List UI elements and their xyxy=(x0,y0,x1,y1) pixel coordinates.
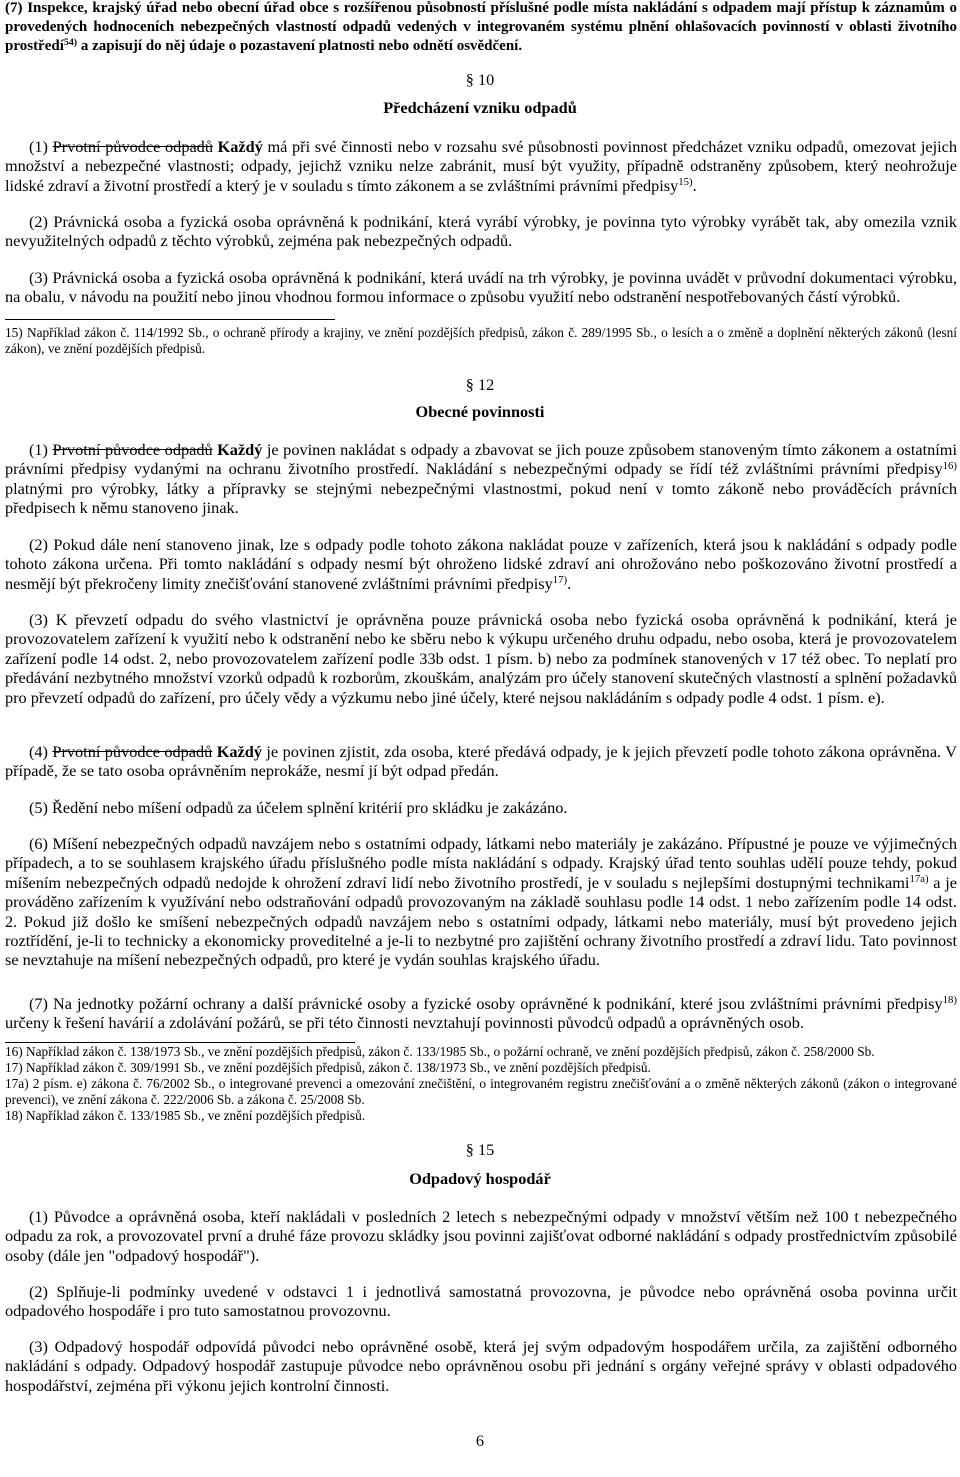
footnote-separator xyxy=(5,319,335,320)
paragraph-12-1 xyxy=(5,440,957,518)
paragraph-12-3: (3) K převzetí odpadu do svého vlastnictví je oprávněna pouze právnická osoba nebo fyzická osoba oprávněná k podnikání, která je provozovatelem zařízení k využití nebo k odstranění nebo ke sběru nebo k výkupu určeného druhu odpadu, nebo osoba, která je provozovatelem zařízení podle 14 odst. 2, nebo provozovatelem zařízení podle 33b odst. 1 písm. b) nebo za podmínek stanovených v 17 též obec. To neplatí pro předávání nezbytného množství vzorků odpadů k rozborům, zkouškám, analýzám pro účely stanovení skutečných vlastností a splnění požadavků pro převzetí odpadů do zařízení, pro účely vědy a výzkumu nebo jiné účely, které nejsou nakládáním s odpady podle 4 odst. 1 písm. e). xyxy=(5,610,957,707)
struck-text: Prvotní původce odpadů xyxy=(52,137,213,156)
section-12-number: § 12 xyxy=(465,375,495,394)
paragraph-text: (7) Inspekce, krajský úřad nebo obecní úřad obce s rozšířenou působností příslušné podle místa nakládání s odpadem mají přístup k záznamům o provedených hodnoceních nebezpečných vlastností odpadů vedených v integrovaném systému plnění ohlašovacích povinností v oblasti životního prostředí xyxy=(5,0,957,54)
section-12-title: Obecné povinnosti xyxy=(415,402,545,421)
paragraph-text: . xyxy=(567,573,572,593)
paragraph-10-2: (2) Právnická osoba a fyzická osoba oprávněná k podnikání, která vyrábí výrobky, je povinna tyto výrobky vyrábět tak, aby omezila vznik nevyužitelných odpadů z těchto výrobků, zejména pak nebezpečných odpadů. xyxy=(5,212,957,251)
paragraph-text: (2) Pokud dále není stanoveno jinak, lze s odpady podle tohoto zákona nakládat pouze v zařízeních, která jsou k nakládání s odpady podle tohoto zákona určena. Při tomto nakládání s odpady nesmí být ohroženo lidské zdraví ani ohrožováno nebo poškozováno životní prostředí a nesmějí být překročeny limity znečišťování stanovené zvláštními právními předpisy xyxy=(5,535,957,593)
paragraph-text: . xyxy=(692,175,697,195)
paragraph-12-7 xyxy=(5,994,957,1033)
paragraph-text: a zapisují do něj údaje o pozastavení platnosti nebo odnětí osvědčení. xyxy=(77,38,523,54)
paragraph-15-1: (1) Původce a oprávněná osoba, kteří nakládali v posledních 2 letech s nebezpečnými odpady v množství větším než 100 t nebezpečného odpadu za rok, a provozovatel první a druhé fáze provozu skládky jsou povinni zajišťovat odborné nakládání s odpady prostřednictvím způsobilé osoby (dále jen "odpadový hospodář"). xyxy=(5,1207,957,1265)
paragraph-text: a je prováděno zařízením k využívání nebo odstraňování odpadů provozovaným na základě souhlasu podle 14 odst. 1 nebo zařízením podle 14 odst. 2. Pokud již došlo ke smíšení nebezpečných odpadů navzájem nebo s ostatními odpady, látkami nebo materiály, musí být provedeno jejich roztřídění, je-li to technicky a ekonomicky proveditelné a je-li to nezbytné pro zajištění ochrany životního prostředí a zdraví lidu. Tato povinnost se nevztahuje na míšení nebezpečných odpadů, pro které je vydán souhlas krajského úřadu. xyxy=(5,872,957,970)
section-15-title: Odpadový hospodář xyxy=(409,1169,551,1188)
paragraph-text: má při své činnosti nebo v rozsahu své působnosti povinnost předcházet vzniku odpadů, omezovat jejich množství a nebezpečné vlastnosti; odpady, jejichž vzniku nelze zabránit, musí být využity, případně odstraněny způsobem, který neohrožuje lidské zdraví a životní prostředí a který je v souladu s tímto zákonem a se zvláštními právními předpisy xyxy=(5,137,957,195)
bold-text: Každý xyxy=(217,137,263,156)
struck-text: Prvotní původce odpadů xyxy=(52,440,213,459)
paragraph-12-2 xyxy=(5,535,957,593)
paragraph-10-1 xyxy=(5,137,957,195)
paragraph-number: (4) xyxy=(29,742,53,761)
footnote-ref: 18) xyxy=(942,994,957,1007)
footnote-ref: 17) xyxy=(552,573,568,586)
paragraph-12-5: (5) Ředění nebo míšení odpadů za účelem splnění kritérií pro skládku je zakázáno. xyxy=(29,798,568,817)
paragraph-text: je povinen nakládat s odpady a zbavovat se jich pouze způsobem stanoveným tímto zákonem a ostatními právními předpisy vydanými na ochranu životního prostředí. Nakládání s nebezpečnými odpady se řídí též zvláštními právními předpisy xyxy=(5,440,957,479)
paragraph-text: platnými pro výrobky, látky a přípravky se stejnými nebezpečnými vlastnostmi, pokud není v tomto zákoně nebo prováděcích právních předpisech k němu stanoveno jinak. xyxy=(5,478,957,518)
page-number: 6 xyxy=(475,1431,485,1450)
paragraph-10-3: (3) Právnická osoba a fyzická osoba oprávněná k podnikání, která uvádí na trh výrobky, je povinna uvádět v průvodní dokumentaci výrobku, na obalu, v návodu na použití nebo jinou vhodnou formou informace o způsobu využití nebo odstranění nespotřebovaných částí výrobků. xyxy=(5,268,957,307)
paragraph-text: určeny k řešení havárií a zdolávání požárů, se při této činnosti nevztahují povinnosti původců odpadů a oprávněných osob. xyxy=(5,1013,804,1033)
footnote-ref: 16) xyxy=(942,459,957,472)
footnote-17: 17) Například zákon č. 309/1991 Sb., ve znění pozdějších předpisů, zákon č. 138/1973 Sb., ve znění pozdějších předpisů. xyxy=(5,1060,651,1075)
paragraph-text: je povinen zjistit, zda osoba, které předává odpady, je k jejich převzetí podle tohoto zákona oprávněna. V případě, že se tato osoba oprávněním neprokáže, nesmí jí být odpad předán. xyxy=(5,742,958,781)
struck-text: Prvotní původce odpadů xyxy=(52,742,213,761)
section-15-number: § 15 xyxy=(465,1140,495,1159)
section-10-number: § 10 xyxy=(465,70,495,89)
section-10-title: Předcházení vzniku odpadů xyxy=(383,98,577,117)
bold-text: Každý xyxy=(216,742,262,761)
paragraph-text: (6) Míšení nebezpečných odpadů navzájem nebo s ostatními odpady, látkami nebo materiály je zakázáno. Přípustné je pouze ve výjimečných případech, a to se souhlasem krajského úřadu příslušného podle místa nakládání s odpady. Krajský úřad tento souhlas udělí pouze tehdy, pokud míšením nebezpečných odpadů nedojde k ohrožení zdraví lidí nebo životního prostředí, je v souladu s nejlepšími dostupnými technikami xyxy=(5,834,957,892)
bold-text: Každý xyxy=(217,440,263,459)
footnotes-section-10 xyxy=(5,325,957,357)
paragraph-number: (1) xyxy=(29,137,53,156)
paragraph-text: (7) Na jednotky požární ochrany a další právnické osoby a fyzické osoby oprávněné k podnikání, které jsou zvláštními právními předpisy xyxy=(29,994,943,1013)
footnotes-section-12 xyxy=(5,1044,957,1124)
footnote-ref: 54) xyxy=(63,36,78,48)
paragraph-15-3: (3) Odpadový hospodář odpovídá původci nebo oprávněné osobě, která jej svým odpadovým hospodářem určila, za zajištění odborného nakládání s odpady. Odpadový hospodář zastupuje původce nebo oprávněnou osobu při jednání s orgány veřejné správy v oblasti odpadového hospodářství, zejména při výkonu jejich kontrolní činnosti. xyxy=(5,1337,957,1395)
paragraph-number: (1) xyxy=(29,440,53,459)
paragraph-15-2: (2) Splňuje-li podmínky uvedené v odstavci 1 i jednotlivá samostatná provozovna, je původce nebo oprávněná osoba povinna určit odpadového hospodáře i pro tuto samostatnou provozovnu. xyxy=(5,1282,957,1321)
footnote-ref: 15) xyxy=(678,175,693,188)
footnote-separator xyxy=(5,1042,355,1043)
paragraph-12-4 xyxy=(5,742,957,781)
footnote-16: 16) Například zákon č. 138/1973 Sb., ve znění pozdějších předpisů, zákon č. 133/1985 Sb., o požární ochraně, ve znění pozdějších předpisů, zákon č. 258/2000 Sb. xyxy=(5,1044,875,1059)
footnote-17a: 17a) 2 písm. e) zákona č. 76/2002 Sb., o integrované prevenci a omezování znečištění, o integrovaném registru znečišťování a o změně některých zákonů (zákon o integrované prevenci), ve znění zákona č. 222/2006 Sb. a zákona č. 25/2008 Sb. xyxy=(5,1076,957,1107)
paragraph-12-6 xyxy=(5,834,957,970)
footnote-15: 15) Například zákon č. 114/1992 Sb., o ochraně přírody a krajiny, ve znění pozdějších předpisů, zákon č. 289/1995 Sb., o lesích a o změně a doplnění některých zákonů (lesní zákon), ve znění pozdějších předpisů. xyxy=(5,325,957,356)
intro-paragraph xyxy=(5,0,957,56)
footnote-18: 18) Například zákon č. 133/1985 Sb., ve znění pozdějších předpisů. xyxy=(5,1108,366,1123)
footnote-ref: 17a) xyxy=(909,872,929,885)
